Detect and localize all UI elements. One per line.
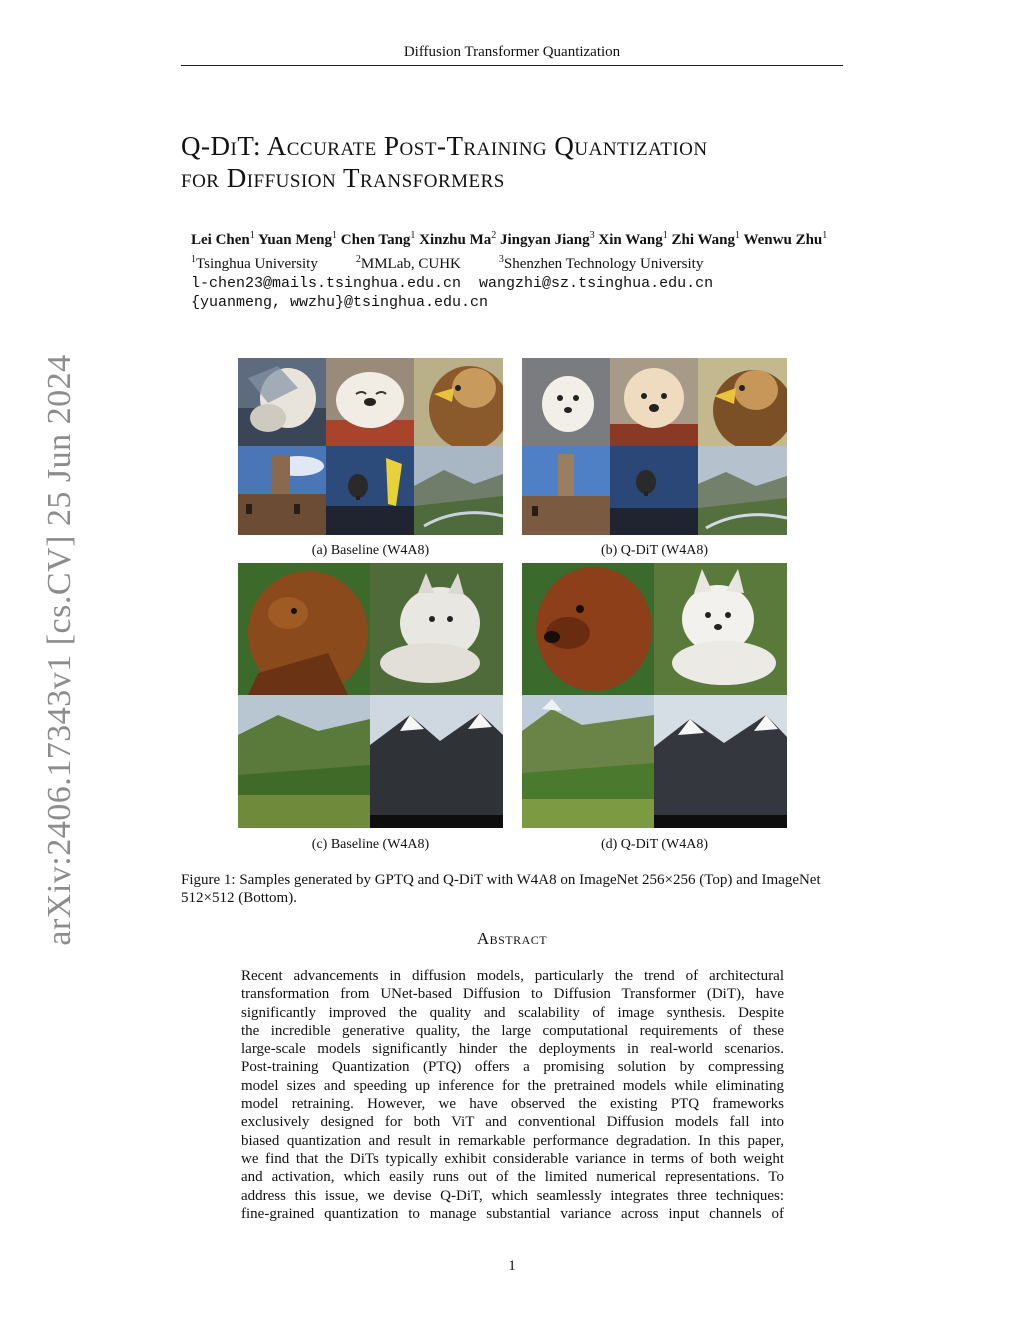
sample-image-eagle [414,358,503,446]
author-name: Zhi Wang [671,232,735,248]
affiliation [499,250,703,274]
header-rule [181,65,843,66]
abstract-line: significantly improved the quality and scalability of image synthesis. Despite [241,1004,784,1021]
arxiv-identifier-stamp: arXiv:2406.17343v1 [cs.CV] 25 Jun 2024 [41,354,78,946]
subcaption-b: (b) Q-DiT (W4A8) [600,543,709,558]
figure-panel-d [522,563,787,828]
sample-image-castle [522,446,610,535]
running-header: Diffusion Transformer Quantization [403,44,621,60]
sample-image-arctic-fox-distorted [370,563,503,695]
subcaption-a: (a) Baseline (W4A8) [311,543,430,558]
abstract-line: and activation, which easily runs out of the limited numerical representations. To [241,1169,784,1186]
title-line-1: Q-DiT: Accurate Post-Training Quantization [181,131,708,161]
affiliation-name: Tsinghua University [196,256,318,272]
author-name: Xin Wang [598,232,663,248]
figure-panel-a [238,358,503,535]
abstract-line: we find that the DiTs typically exhibit considerable variance in terms of both weight [241,1150,784,1167]
abstract-line: address this issue, we devise Q-DiT, which seamlessly integrates three techniques: [241,1187,784,1204]
email-line-2: {yuanmeng, wwzhu}@tsinghua.edu.cn [191,294,489,311]
abstract-line: exclusively designed for both ViT and conventional Diffusion models fall into [241,1114,784,1131]
author-block [191,226,951,312]
sample-image-puppy [610,358,698,446]
author-affiliation-mark: 1 [734,230,740,241]
sample-image-valley [698,446,787,535]
author-name: Yuan Meng [257,232,333,248]
sample-image-retriever [522,563,654,695]
subcaption-c: (c) Baseline (W4A8) [311,837,430,852]
author-affiliation-mark: 2 [491,230,497,241]
author-affiliation-mark: 1 [249,230,255,241]
subcaption-d: (d) Q-DiT (W4A8) [600,837,709,852]
sample-image-snowy-mountains [654,695,787,828]
affiliation-name: MMLab, CUHK [360,256,461,272]
affiliation [356,250,461,274]
author-name: Lei Chen [191,232,250,248]
sample-image-green-valley-distorted [238,695,370,828]
author-name: Jingyan Jiang [500,232,590,248]
author-name: Wenwu Zhu [743,232,823,248]
author-affiliation-mark: 3 [589,230,595,241]
affiliation [191,250,318,274]
sample-image-retriever-distorted [238,563,370,695]
title-line-2: for Diffusion Transformers [181,163,505,193]
abstract-line: biased quantization and result in remarkable performance degradation. In this paper, [241,1132,784,1149]
author-affiliation-mark: 1 [822,230,828,241]
author-list [191,226,951,250]
abstract-body [241,967,784,1223]
author-name: Chen Tang [340,232,411,248]
figure-panel-b [522,358,787,535]
sample-image-balloon [326,446,414,535]
sample-image-arctic-fox [654,563,787,695]
affiliation-number: 2 [355,254,361,265]
abstract-line: large-scale models significantly hinder the deployments in real-world scenarios. [241,1041,784,1058]
author-affiliation-mark: 1 [662,230,668,241]
email-line-1: l-chen23@mails.tsinghua.edu.cn wangzhi@sz.tsinghua.edu.cn [191,275,714,292]
abstract-line: model sizes and speeding up inference for the pretrained models while eliminating [241,1077,784,1094]
figure-caption: Figure 1: Samples generated by GPTQ and Q-DiT with W4A8 on ImageNet 256×256 (Top) and ImageNet 512×512 (Bottom). [181,872,821,906]
abstract-line: transformation from UNet-based Diffusion to Diffusion Transformer (DiT), have [241,986,784,1003]
page-number: 1 [508,1258,516,1274]
abstract-line: Post-training Quantization (PTQ) offers a promising solution by compressing [241,1059,784,1076]
sample-image-puppy-distorted [326,358,414,446]
abstract-line: Recent advancements in diffusion models, particularly the trend of architectural [241,968,784,984]
sample-image-balloon [610,446,698,535]
abstract-line: the incredible generative quality, the large computational requirements of these [241,1022,784,1039]
sample-image-dog [522,358,610,446]
abstract-heading: Abstract [476,929,548,948]
sample-image-snowy-mountains-distorted [370,695,503,828]
sample-image-eagle [698,358,787,446]
sample-image-valley [414,446,503,535]
abstract-line: fine-grained quantization to manage substantial variance across input channels of [241,1205,784,1222]
affiliation-list [191,250,951,274]
author-name: Xinzhu Ma [419,232,492,248]
author-affiliation-mark: 1 [332,230,338,241]
affiliation-number: 1 [191,254,196,265]
abstract-line: model retraining. However, we have observed the existing PTQ frameworks [241,1096,784,1113]
sample-image-castle [238,446,326,535]
figure-panel-c [238,563,503,828]
paper-title [181,130,881,194]
sample-image-dog-distorted [238,358,326,446]
author-affiliation-mark: 1 [410,230,416,241]
affiliation-number: 3 [498,254,504,265]
sample-image-green-valley [522,695,654,828]
affiliation-name: Shenzhen Technology University [503,256,704,272]
